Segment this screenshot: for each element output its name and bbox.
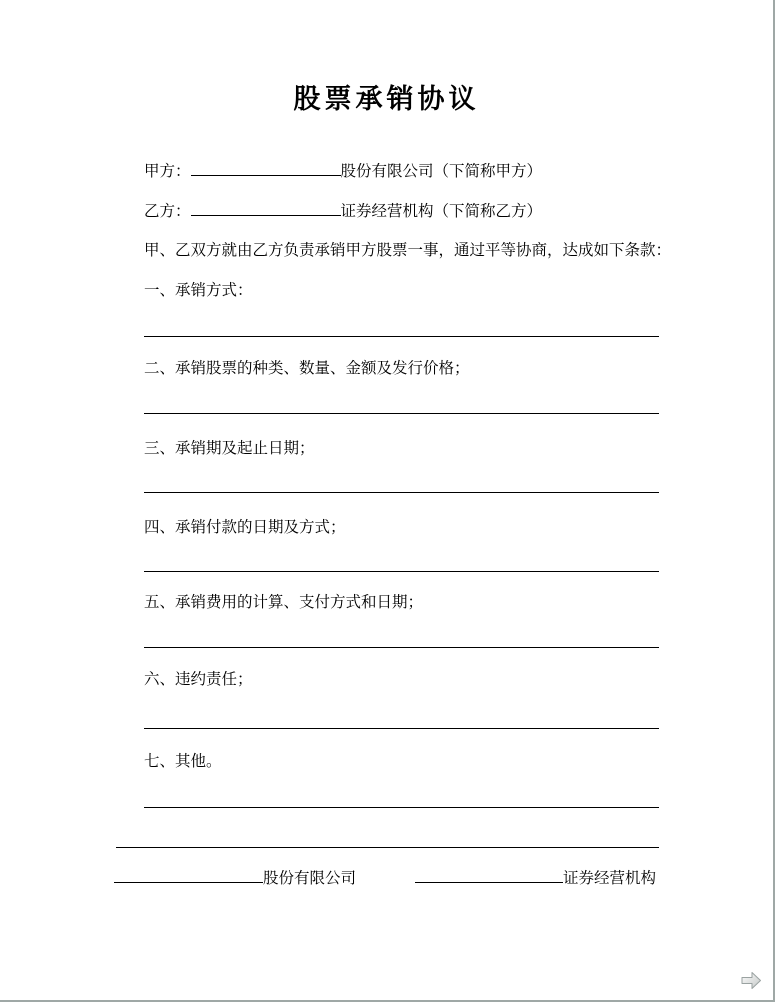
clause-4: 四、承销付款的日期及方式； — [144, 519, 346, 536]
clause-3-blank-line — [144, 492, 659, 493]
signature-left-suffix: 股份有限公司 — [263, 870, 357, 887]
document-title: 股票承销协议 — [293, 84, 480, 114]
clause-7: 七、其他。 — [144, 753, 222, 770]
party-a-blank-underline — [191, 174, 341, 176]
signature-left — [114, 871, 356, 887]
clause-2: 二、承销股票的种类、数量、金额及发行价格； — [144, 360, 470, 377]
next-page-arrow-icon[interactable] — [741, 970, 762, 991]
signature-left-blank-underline — [114, 881, 263, 883]
clause-4-blank-line — [144, 571, 659, 572]
party-a-suffix: 股份有限公司（下简称甲方） — [340, 163, 543, 180]
party-b-label: 乙方： — [144, 203, 191, 220]
clause-6-blank-line — [144, 728, 659, 729]
signature-right — [415, 871, 656, 887]
clause-3: 三、承销期及起止日期； — [144, 440, 315, 457]
clause-6: 六、违约责任； — [144, 671, 253, 688]
intro-paragraph: 甲、乙双方就由乙方负责承销甲方股票一事，通过平等协商，达成如下条款： — [144, 242, 672, 259]
clause-7-blank-line — [144, 807, 659, 808]
signature-separator-line — [116, 847, 659, 848]
clause-5: 五、承销费用的计算、支付方式和日期； — [144, 594, 424, 611]
party-b-suffix: 证券经营机构（下简称乙方） — [340, 203, 543, 220]
party-a-label: 甲方： — [144, 163, 191, 180]
party-b-blank-underline — [191, 214, 341, 216]
clause-5-blank-line — [144, 647, 659, 648]
clause-1: 一、承销方式： — [144, 282, 253, 299]
party-b-row — [144, 204, 542, 220]
clause-2-blank-line — [144, 413, 659, 414]
signature-right-suffix: 证券经营机构 — [563, 870, 657, 887]
clause-1-blank-line — [144, 336, 659, 337]
signature-right-blank-underline — [415, 881, 563, 883]
party-a-row — [144, 164, 542, 180]
